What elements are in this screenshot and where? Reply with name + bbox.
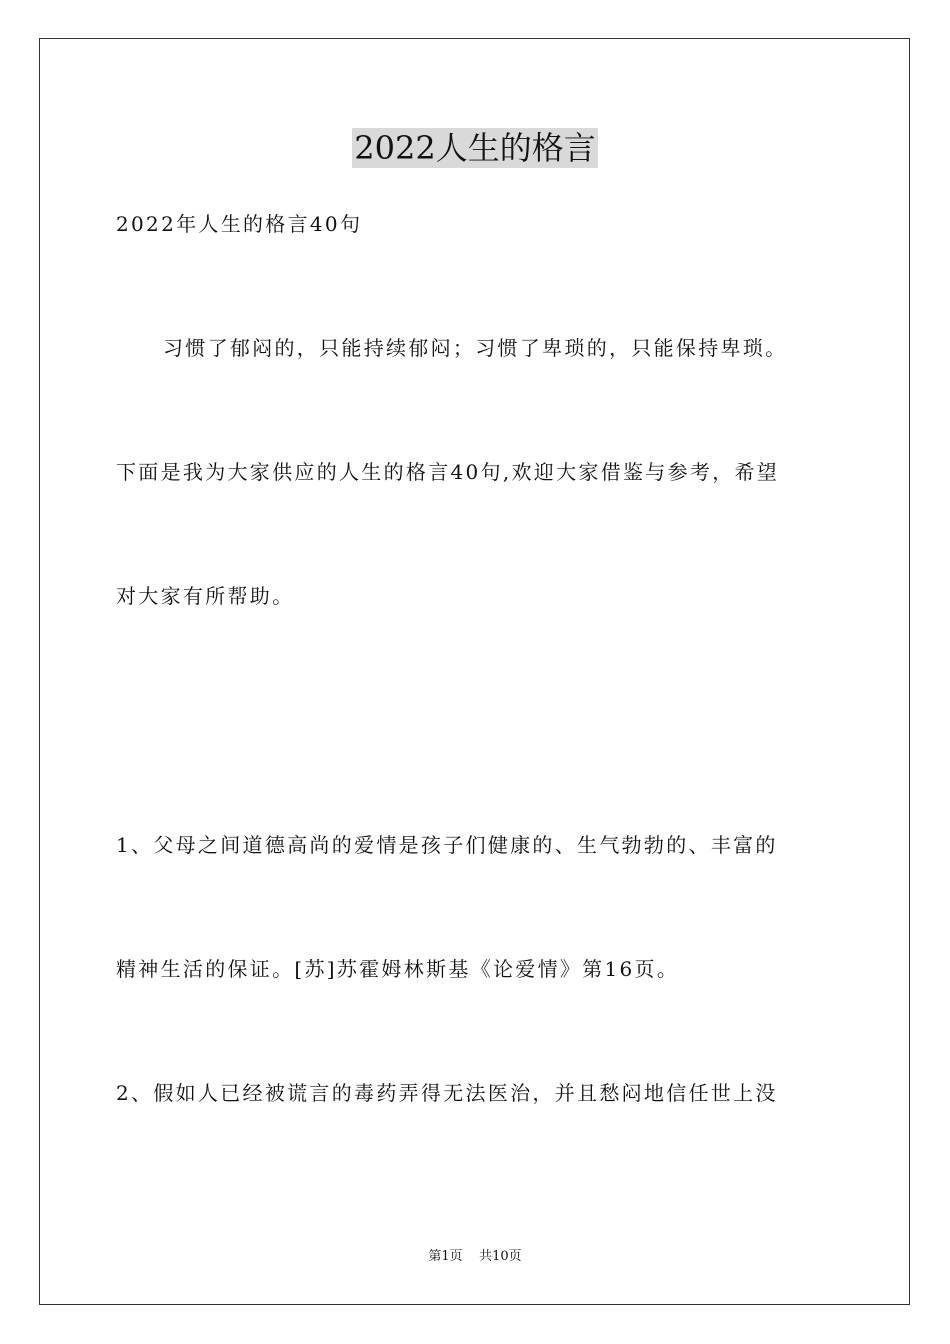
paragraph-line: 2、假如人已经被谎言的毒药弄得无法医治，并且愁闷地信任世上没 — [116, 1081, 778, 1105]
paragraph-line: 1、父母之间道德高尚的爱情是孩子们健康的、生气勃勃的、丰富的 — [116, 833, 778, 857]
document-subtitle: 2022年人生的格言40句 — [116, 212, 363, 236]
page-footer: 第1页 共10页 — [428, 1249, 522, 1264]
paragraph-line: 下面是我为大家供应的人生的格言40句,欢迎大家借鉴与参考，希望 — [116, 460, 780, 484]
paragraph-line: 精神生活的保证。[苏]苏霍姆林斯基《论爱情》第16页。 — [116, 957, 680, 981]
title-container — [0, 128, 950, 168]
document-title: 2022人生的格言 — [354, 129, 596, 167]
paragraph-line: 习惯了郁闷的，只能持续郁闷；习惯了卑琐的，只能保持卑琐。 — [163, 336, 788, 360]
paragraph-line: 对大家有所帮助。 — [116, 584, 295, 608]
